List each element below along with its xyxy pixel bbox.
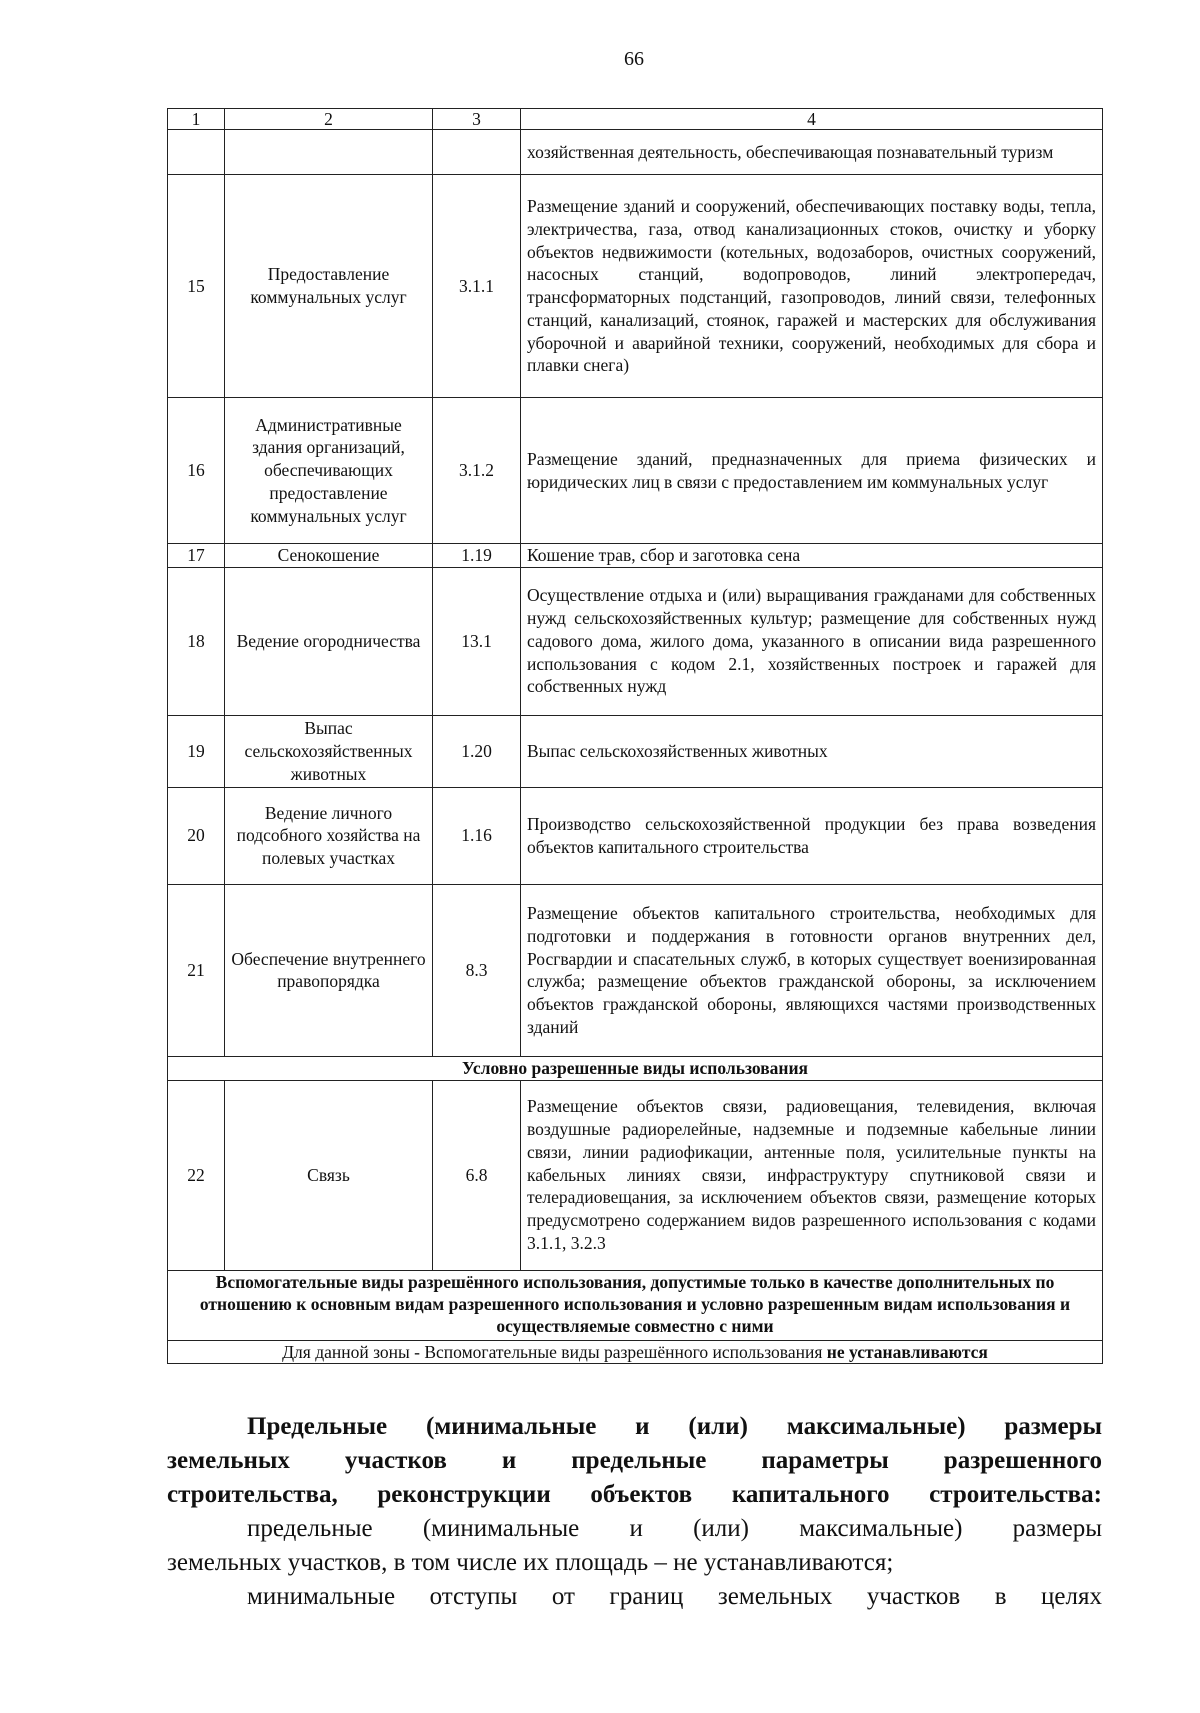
row-number: 20 — [168, 787, 225, 884]
header-col-2: 2 — [225, 109, 433, 130]
limits-section — [167, 1410, 1102, 1614]
header-col-4: 4 — [521, 109, 1103, 130]
header-col-1: 1 — [168, 109, 225, 130]
use-type-code: 1.19 — [433, 544, 521, 568]
use-type-description: Размещение зданий, предназначенных для приема физических и юридических лиц в связи с предоставлением им коммунальных услуг — [521, 398, 1103, 544]
plot-size-line-2: земельных участков, в том числе их площадь – не устанавливаются; — [167, 1549, 894, 1576]
setback-line-1: минимальные отступы от границ земельных участков в целях — [247, 1583, 1102, 1610]
row-number: 19 — [168, 715, 225, 787]
use-type-code: 1.20 — [433, 715, 521, 787]
use-type-name: Выпас сельскохозяйственных животных — [225, 715, 433, 787]
use-type-code: 6.8 — [433, 1080, 521, 1270]
use-type-code: 3.1.2 — [433, 398, 521, 544]
use-type-name: Ведение личного подсобного хозяйства на полевых участках — [225, 787, 433, 884]
auxiliary-uses-heading: Вспомогательные виды разрешённого использования, допустимые только в качестве дополнительных по отношению к основным видам разрешенного использования и условно разрешенным видам использования и осуществляемые совместно с ними — [168, 1270, 1103, 1340]
use-type-name: Связь — [225, 1080, 433, 1270]
use-type-name: Сенокошение — [225, 544, 433, 568]
plot-size-line-1: предельные (минимальные и (или) максимальные) размеры — [247, 1515, 1102, 1542]
use-type-description: Размещение зданий и сооружений, обеспечивающих поставку воды, тепла, электричества, газа, отвод канализационных стоков, очистку и уборку объектов недвижимости (котельных, водозаборов, очистных сооружений, насосных станций, водопроводов, линий электропередач, трансформаторных подстанций, газопроводов, линий связи, телефонных станций, канализаций, стоянок, гаражей и мастерских для обслуживания уборочной и аварийной техники, сооружений, необходимых для сбора и плавки снега) — [521, 175, 1103, 398]
header-col-3: 3 — [433, 109, 521, 130]
auxiliary-note-bold: не устанавливаются — [826, 1341, 988, 1362]
use-type-name — [225, 130, 433, 175]
use-type-description: хозяйственная деятельность, обеспечивающая познавательный туризм — [521, 130, 1103, 175]
use-type-description: Размещение объектов связи, радиовещания, телевидения, включая воздушные радиорелейные, надземные и подземные кабельные линии связи, линии радиофикации, антенные поля, усилительные пункты на кабельных линиях связи, инфраструктуру спутниковой связи и телерадиовещания, за исключением объектов связи, размещение которых предусмотрено содержанием видов разрешенного использования с кодами 3.1.1, 3.2.3 — [521, 1080, 1103, 1270]
use-type-description: Кошение трав, сбор и заготовка сена — [521, 544, 1103, 568]
use-type-code — [433, 130, 521, 175]
table-row — [168, 175, 1103, 398]
table-row — [168, 398, 1103, 544]
land-use-table — [167, 108, 1103, 1364]
table-row — [168, 544, 1103, 568]
row-number: 15 — [168, 175, 225, 398]
table-row — [168, 715, 1103, 787]
auxiliary-uses-note — [168, 1340, 1103, 1364]
use-type-description: Выпас сельскохозяйственных животных — [521, 715, 1103, 787]
use-type-name: Ведение огородничества — [225, 567, 433, 715]
table-row — [168, 130, 1103, 175]
section-row — [168, 1270, 1103, 1340]
row-number: 16 — [168, 398, 225, 544]
limits-heading-line-1: Предельные (минимальные и (или) максимальные) размеры — [247, 1413, 1102, 1440]
section-row — [168, 1056, 1103, 1080]
row-number: 18 — [168, 567, 225, 715]
use-type-code: 1.16 — [433, 787, 521, 884]
table-row — [168, 567, 1103, 715]
table-row — [168, 1080, 1103, 1270]
use-type-name: Предоставление коммунальных услуг — [225, 175, 433, 398]
table-row — [168, 884, 1103, 1056]
row-number: 22 — [168, 1080, 225, 1270]
use-type-description: Осуществление отдыха и (или) выращивания гражданами для собственных нужд сельскохозяйственных культур; размещение для собственных нужд садового дома, жилого дома, указанного в описании вида разрешенного использования с кодом 2.1, хозяйственных построек и гаражей для собственных нужд — [521, 567, 1103, 715]
row-number: 21 — [168, 884, 225, 1056]
limits-heading-line-3: строительства, реконструкции объектов капитального строительства: — [167, 1481, 1102, 1508]
row-number — [168, 130, 225, 175]
use-type-name: Административные здания организаций, обеспечивающих предоставление коммунальных услуг — [225, 398, 433, 544]
table-header-row — [168, 109, 1103, 130]
use-type-name: Обеспечение внутреннего правопорядка — [225, 884, 433, 1056]
use-type-code: 3.1.1 — [433, 175, 521, 398]
auxiliary-note-text: Для данной зоны - Вспомогательные виды разрешённого использования — [282, 1341, 827, 1362]
page-number: 66 — [624, 48, 644, 70]
use-type-description: Размещение объектов капитального строительства, необходимых для подготовки и поддержания в готовности органов внутренних дел, Росгвардии и спасательных служб, в которых существует военизированная служба; размещение объектов гражданской обороны, за исключением объектов гражданской обороны, являющихся частями производственных зданий — [521, 884, 1103, 1056]
table-row — [168, 787, 1103, 884]
limits-heading-line-2: земельных участков и предельные параметры разрешенного — [167, 1447, 1102, 1474]
row-number: 17 — [168, 544, 225, 568]
use-type-code: 13.1 — [433, 567, 521, 715]
conditional-uses-heading: Условно разрешенные виды использования — [168, 1056, 1103, 1080]
use-type-code: 8.3 — [433, 884, 521, 1056]
note-row — [168, 1340, 1103, 1364]
use-type-description: Производство сельскохозяйственной продукции без права возведения объектов капитального строительства — [521, 787, 1103, 884]
